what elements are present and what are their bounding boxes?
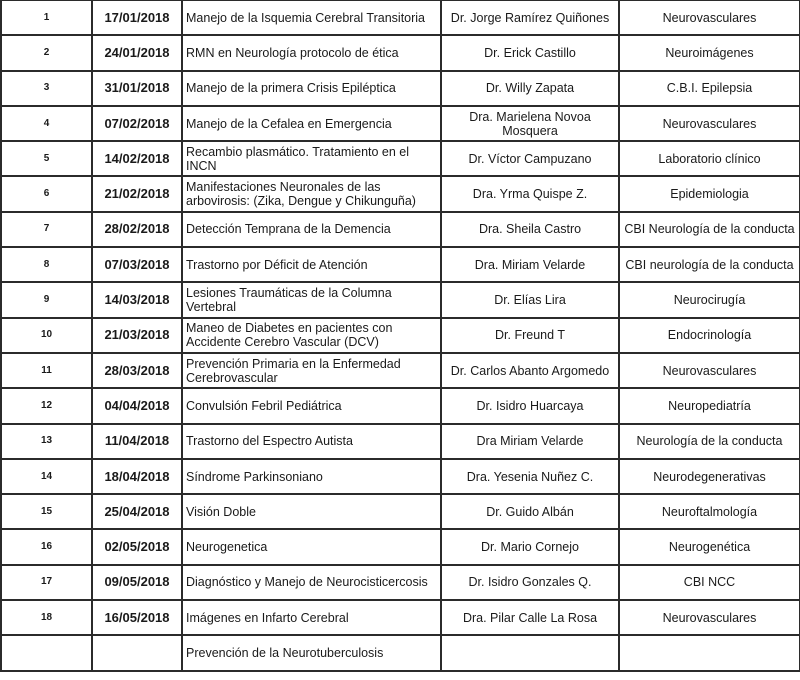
row-number: 11	[1, 353, 92, 388]
specialty-area: Neurovasculares	[619, 0, 800, 35]
specialty-area: Neurodegenerativas	[619, 459, 800, 494]
session-date: 17/01/2018	[92, 0, 182, 35]
table-row	[1, 141, 800, 176]
table-row	[1, 388, 800, 423]
speaker-name: Dra. Pilar Calle La Rosa	[441, 600, 619, 635]
session-date	[92, 635, 182, 670]
specialty-area: Neuroftalmología	[619, 494, 800, 529]
speaker-name: Dra. Sheila Castro	[441, 212, 619, 247]
session-topic: RMN en Neurología protocolo de ética	[182, 35, 441, 70]
session-topic: Detección Temprana de la Demencia	[182, 212, 441, 247]
row-number: 1	[1, 0, 92, 35]
session-topic: Manejo de la Cefalea en Emergencia	[182, 106, 441, 141]
specialty-area: C.B.I. Epilepsia	[619, 71, 800, 106]
session-date: 21/03/2018	[92, 318, 182, 353]
session-topic: Manejo de la Isquemia Cerebral Transitoria	[182, 0, 441, 35]
row-number: 18	[1, 600, 92, 635]
speaker-name: Dra Miriam Velarde	[441, 424, 619, 459]
speaker-name: Dr. Willy Zapata	[441, 71, 619, 106]
session-date: 14/03/2018	[92, 282, 182, 317]
specialty-area: Neurogenética	[619, 529, 800, 564]
session-date: 07/03/2018	[92, 247, 182, 282]
table-row	[1, 635, 800, 670]
session-topic: Prevención Primaria en la Enfermedad Cerebrovascular	[182, 353, 441, 388]
specialty-area: Neurocirugía	[619, 282, 800, 317]
speaker-name: Dr. Guido Albán	[441, 494, 619, 529]
session-date: 28/02/2018	[92, 212, 182, 247]
session-date: 02/05/2018	[92, 529, 182, 564]
row-number: 16	[1, 529, 92, 564]
session-date: 09/05/2018	[92, 565, 182, 600]
session-date: 24/01/2018	[92, 35, 182, 70]
table-row	[1, 424, 800, 459]
session-topic: Lesiones Traumáticas de la Columna Vertebral	[182, 282, 441, 317]
speaker-name: Dr. Mario Cornejo	[441, 529, 619, 564]
session-topic: Síndrome Parkinsoniano	[182, 459, 441, 494]
session-date: 14/02/2018	[92, 141, 182, 176]
table-row	[1, 529, 800, 564]
row-number: 10	[1, 318, 92, 353]
session-date: 04/04/2018	[92, 388, 182, 423]
speaker-name: Dra. Marielena Novoa Mosquera	[441, 106, 619, 141]
specialty-area: Laboratorio clínico	[619, 141, 800, 176]
specialty-area: Epidemiologia	[619, 176, 800, 211]
speaker-name: Dr. Víctor Campuzano	[441, 141, 619, 176]
session-topic: Convulsión Febril Pediátrica	[182, 388, 441, 423]
session-topic: Maneo de Diabetes en pacientes con Accidente Cerebro Vascular (DCV)	[182, 318, 441, 353]
table-row	[1, 35, 800, 70]
row-number: 8	[1, 247, 92, 282]
row-number: 12	[1, 388, 92, 423]
schedule-rows	[1, 0, 800, 671]
table-row	[1, 600, 800, 635]
session-topic: Prevención de la Neurotuberculosis	[182, 635, 441, 670]
speaker-name: Dr. Freund T	[441, 318, 619, 353]
speaker-name	[441, 635, 619, 670]
row-number: 2	[1, 35, 92, 70]
session-date: 28/03/2018	[92, 353, 182, 388]
speaker-name: Dr. Isidro Huarcaya	[441, 388, 619, 423]
row-number: 15	[1, 494, 92, 529]
session-date: 07/02/2018	[92, 106, 182, 141]
row-number: 14	[1, 459, 92, 494]
specialty-area: Neurovasculares	[619, 600, 800, 635]
speaker-name: Dr. Isidro Gonzales Q.	[441, 565, 619, 600]
table-row	[1, 353, 800, 388]
speaker-name: Dr. Jorge Ramírez Quiñones	[441, 0, 619, 35]
specialty-area: Neurovasculares	[619, 353, 800, 388]
session-date: 31/01/2018	[92, 71, 182, 106]
specialty-area: Endocrinología	[619, 318, 800, 353]
row-number: 7	[1, 212, 92, 247]
table-row	[1, 176, 800, 211]
session-topic: Diagnóstico y Manejo de Neurocisticercosis	[182, 565, 441, 600]
specialty-area: CBI Neurología de la conducta	[619, 212, 800, 247]
table-row	[1, 106, 800, 141]
table-row	[1, 247, 800, 282]
row-number: 13	[1, 424, 92, 459]
specialty-area: Neuroimágenes	[619, 35, 800, 70]
speaker-name: Dr. Carlos Abanto Argomedo	[441, 353, 619, 388]
speaker-name: Dra. Miriam Velarde	[441, 247, 619, 282]
speaker-name: Dra. Yrma Quispe Z.	[441, 176, 619, 211]
table-row	[1, 0, 800, 35]
table-row	[1, 282, 800, 317]
session-topic: Trastorno por Déficit de Atención	[182, 247, 441, 282]
row-number: 3	[1, 71, 92, 106]
session-topic: Imágenes en Infarto Cerebral	[182, 600, 441, 635]
session-date: 25/04/2018	[92, 494, 182, 529]
session-topic: Manejo de la primera Crisis Epiléptica	[182, 71, 441, 106]
table-row	[1, 318, 800, 353]
table-row	[1, 459, 800, 494]
specialty-area: CBI NCC	[619, 565, 800, 600]
specialty-area: Neurología de la conducta	[619, 424, 800, 459]
specialty-area: CBI neurología de la conducta	[619, 247, 800, 282]
row-number: 17	[1, 565, 92, 600]
speaker-name: Dr. Erick Castillo	[441, 35, 619, 70]
table-row	[1, 565, 800, 600]
table-row	[1, 494, 800, 529]
specialty-area: Neurovasculares	[619, 106, 800, 141]
session-date: 21/02/2018	[92, 176, 182, 211]
session-date: 16/05/2018	[92, 600, 182, 635]
speaker-name: Dr. Elías Lira	[441, 282, 619, 317]
session-topic: Visión Doble	[182, 494, 441, 529]
session-date: 11/04/2018	[92, 424, 182, 459]
session-topic: Manifestaciones Neuronales de las arbovirosis: (Zika, Dengue y Chikunguña)	[182, 176, 441, 211]
row-number: 4	[1, 106, 92, 141]
specialty-area	[619, 635, 800, 670]
row-number: 5	[1, 141, 92, 176]
table-row	[1, 71, 800, 106]
session-topic: Recambio plasmático. Tratamiento en el INCN	[182, 141, 441, 176]
session-date: 18/04/2018	[92, 459, 182, 494]
row-number	[1, 635, 92, 670]
session-topic: Neurogenetica	[182, 529, 441, 564]
session-topic: Trastorno del Espectro Autista	[182, 424, 441, 459]
specialty-area: Neuropediatría	[619, 388, 800, 423]
speaker-name: Dra. Yesenia Nuñez C.	[441, 459, 619, 494]
table-row	[1, 212, 800, 247]
row-number: 9	[1, 282, 92, 317]
row-number: 6	[1, 176, 92, 211]
